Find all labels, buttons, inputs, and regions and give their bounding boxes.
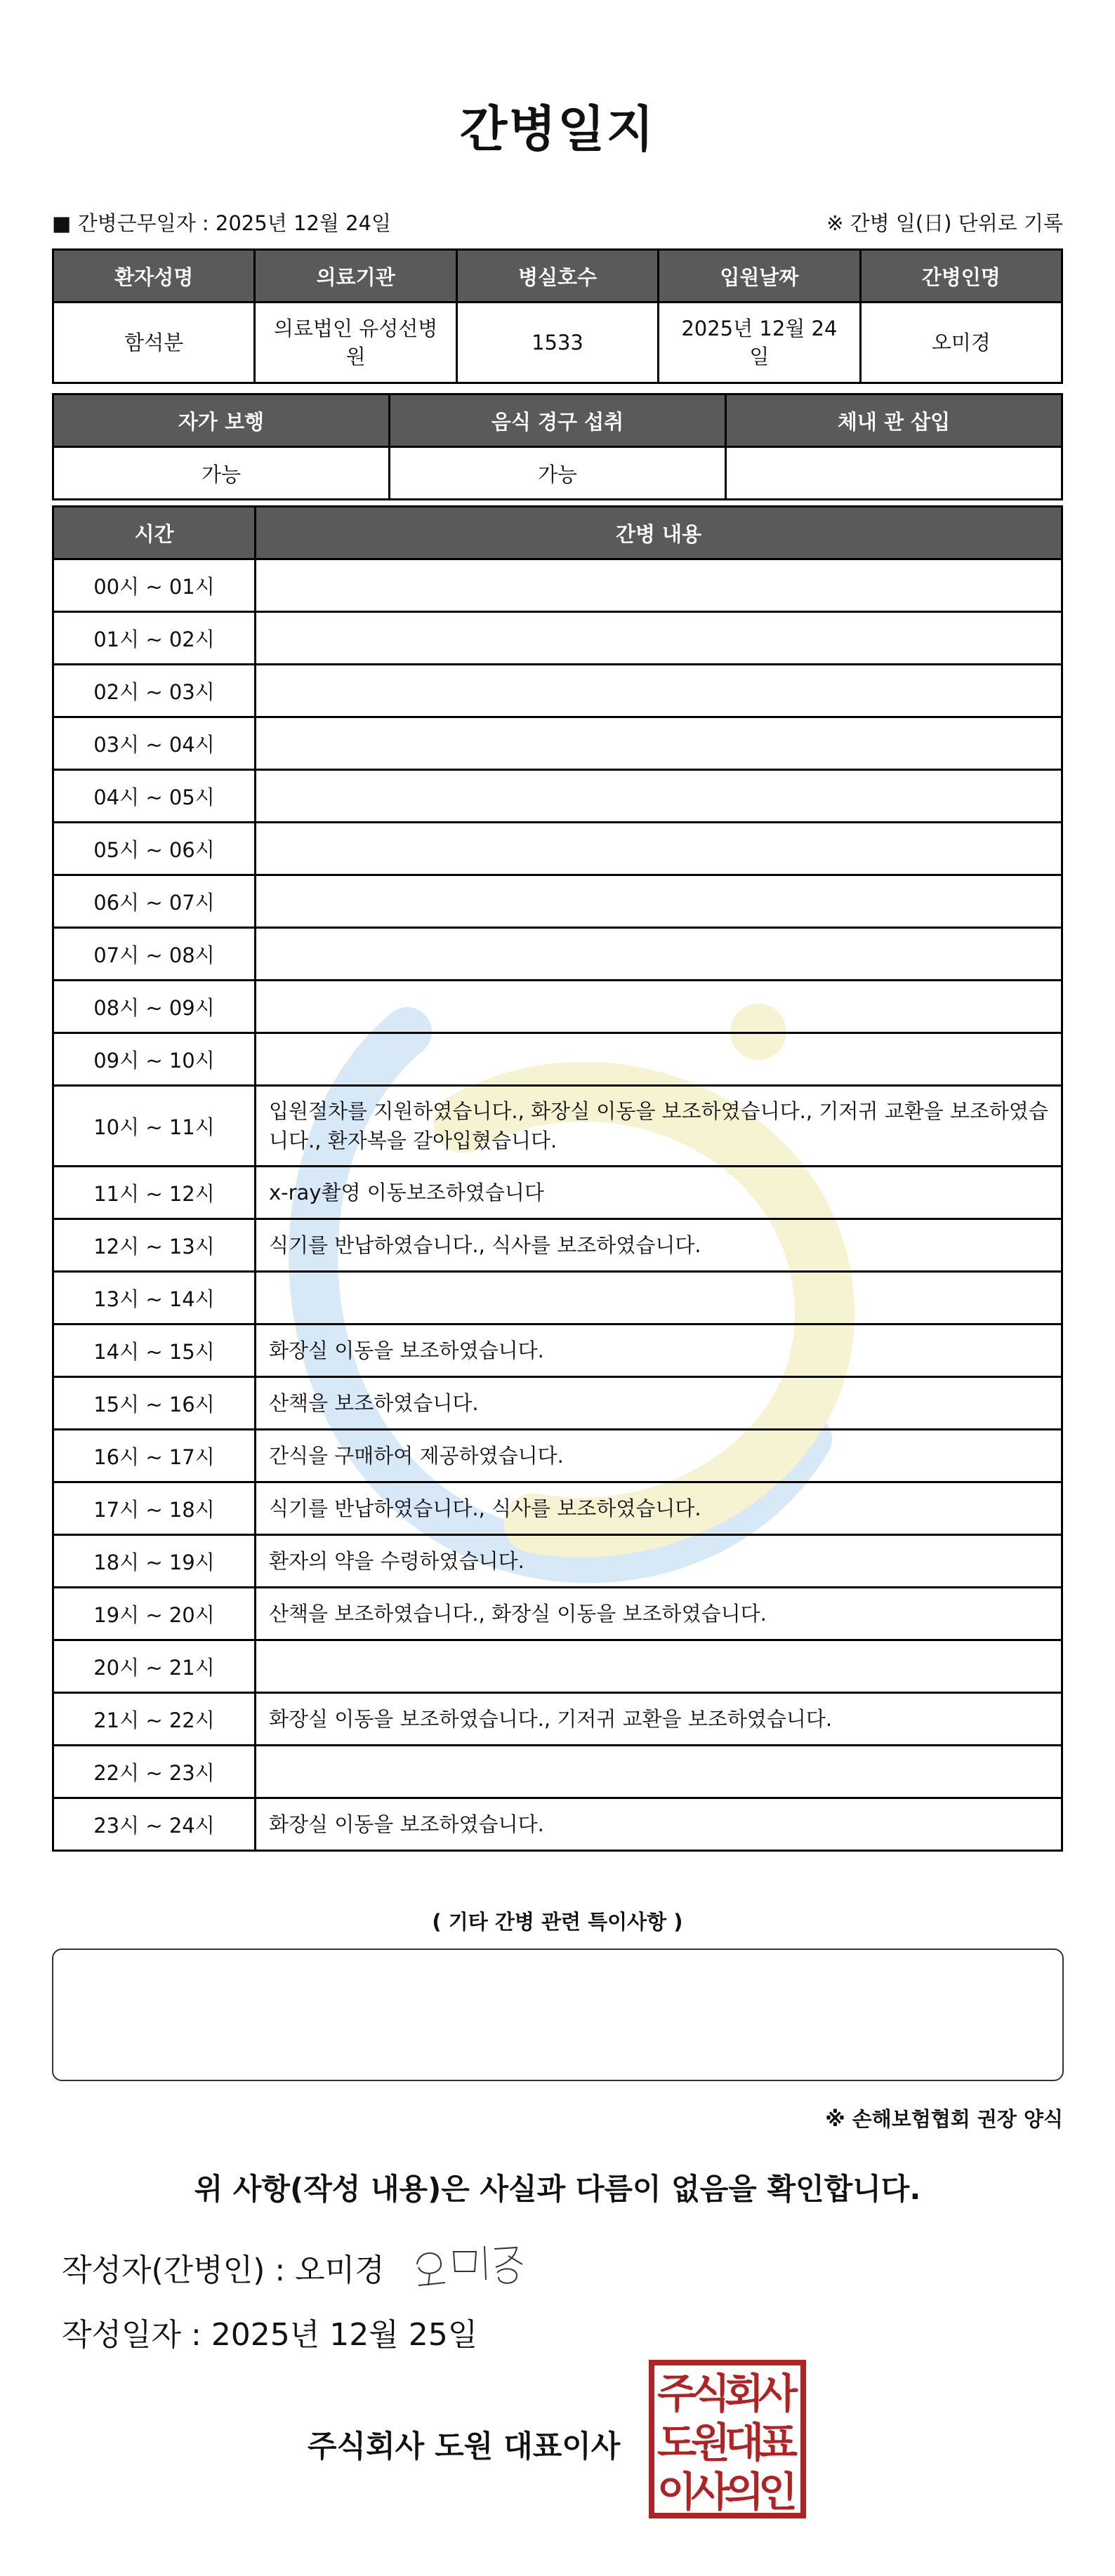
svg-text:대: 대: [724, 2419, 765, 2467]
patient-info-table: [52, 248, 1063, 384]
log-content: 화장실 이동을 보조하였습니다.: [256, 1798, 1062, 1851]
tube-insertion-value: [726, 447, 1062, 500]
svg-text:식: 식: [690, 2370, 731, 2417]
log-time: 23시 ~ 24시: [53, 1798, 256, 1851]
log-content: 화장실 이동을 보조하였습니다., 기저귀 교환을 보조하였습니다.: [256, 1693, 1062, 1746]
log-row: [53, 1588, 1062, 1640]
svg-text:원: 원: [690, 2419, 731, 2467]
writer-line: [62, 2245, 385, 2290]
log-row: [53, 1693, 1062, 1746]
patient-name: 함석분: [53, 303, 255, 383]
svg-text:사: 사: [690, 2468, 731, 2516]
company-signature: 주식회사 도원 대표이사: [308, 2429, 621, 2464]
log-time: 18시 ~ 19시: [53, 1535, 256, 1588]
header-care-content: 간병 내용: [256, 507, 1062, 559]
log-time: 11시 ~ 12시: [53, 1167, 256, 1219]
log-content: 간식을 구매하여 제공하였습니다.: [256, 1430, 1062, 1482]
log-content: [256, 875, 1062, 928]
log-time: 08시 ~ 09시: [53, 981, 256, 1033]
log-row: [53, 1640, 1062, 1693]
log-row: [53, 1798, 1062, 1851]
log-row: [53, 928, 1062, 981]
log-content: [256, 1272, 1062, 1324]
log-row: [53, 1746, 1062, 1798]
log-time: 13시 ~ 14시: [53, 1272, 256, 1324]
log-row: [53, 1167, 1062, 1219]
log-row: [53, 823, 1062, 875]
log-row: [53, 981, 1062, 1033]
special-notes-title: ( 기타 간병 관련 특이사항 ): [432, 1910, 683, 1934]
form-note: ※ 손해보험협회 권장 양식: [825, 2107, 1063, 2131]
write-date: 작성일자 : 2025년 12월 25일: [62, 2317, 478, 2353]
oral-intake-value: 가능: [390, 447, 726, 500]
svg-text:주: 주: [657, 2370, 697, 2417]
self-walking-value: 가능: [53, 447, 390, 500]
log-time: 14시 ~ 15시: [53, 1324, 256, 1377]
header-caregiver: 간병인명: [860, 250, 1062, 303]
log-content: 식기를 반납하였습니다., 식사를 보조하였습니다.: [256, 1482, 1062, 1535]
log-time: 17시 ~ 18시: [53, 1482, 256, 1535]
header-hospital: 의료기관: [255, 250, 456, 303]
log-row: [53, 612, 1062, 665]
log-row: [53, 559, 1062, 612]
care-log-table: [52, 505, 1063, 1852]
log-content: [256, 1033, 1062, 1086]
svg-text:이: 이: [657, 2468, 697, 2516]
log-content: [256, 981, 1062, 1033]
log-content: [256, 612, 1062, 665]
log-time: 19시 ~ 20시: [53, 1588, 256, 1640]
log-row: [53, 1219, 1062, 1272]
log-time: 20시 ~ 21시: [53, 1640, 256, 1693]
header-room: 병실호수: [456, 250, 658, 303]
log-content: 산책을 보조하였습니다., 화장실 이동을 보조하였습니다.: [256, 1588, 1062, 1640]
log-time: 22시 ~ 23시: [53, 1746, 256, 1798]
log-time: 03시 ~ 04시: [53, 717, 256, 770]
svg-text:인: 인: [758, 2468, 798, 2516]
log-row: [53, 1482, 1062, 1535]
log-time: 15시 ~ 16시: [53, 1377, 256, 1430]
writer-label: 작성자(간병인) : 오미경: [62, 2252, 385, 2288]
svg-text:회: 회: [724, 2370, 765, 2417]
log-content: [256, 1746, 1062, 1798]
confirmation-statement: 위 사항(작성 내용)은 사실과 다름이 없음을 확인합니다.: [194, 2172, 921, 2206]
svg-text:사: 사: [758, 2370, 798, 2417]
log-content: [256, 770, 1062, 823]
log-content: 환자의 약을 수령하였습니다.: [256, 1535, 1062, 1588]
log-time: 01시 ~ 02시: [53, 612, 256, 665]
log-row: [53, 1430, 1062, 1482]
log-content: [256, 1640, 1062, 1693]
signature-image: [411, 2236, 531, 2292]
room-number: 1533: [456, 303, 658, 383]
log-content: [256, 928, 1062, 981]
special-notes-box: [52, 1948, 1064, 2081]
log-content: [256, 665, 1062, 717]
log-time: 21시 ~ 22시: [53, 1693, 256, 1746]
log-time: 00시 ~ 01시: [53, 559, 256, 612]
hospital-name: 의료법인 유성선병원: [255, 303, 456, 383]
document-title: 간병일지: [459, 100, 656, 158]
log-time: 02시 ~ 03시: [53, 665, 256, 717]
log-row: [53, 1272, 1062, 1324]
log-content: x-ray촬영 이동보조하였습니다: [256, 1167, 1062, 1219]
log-row: [53, 717, 1062, 770]
log-row: [53, 1377, 1062, 1430]
header-patient-name: 환자성명: [53, 250, 255, 303]
log-content: [256, 823, 1062, 875]
log-content: 산책을 보조하였습니다.: [256, 1377, 1062, 1430]
log-row: [53, 770, 1062, 823]
log-time: 04시 ~ 05시: [53, 770, 256, 823]
log-content: 식기를 반납하였습니다., 식사를 보조하였습니다.: [256, 1219, 1062, 1272]
log-content: 화장실 이동을 보조하였습니다.: [256, 1324, 1062, 1377]
log-time: 06시 ~ 07시: [53, 875, 256, 928]
log-time: 05시 ~ 06시: [53, 823, 256, 875]
admission-date: 2025년 12월 24일: [659, 303, 860, 383]
header-time: 시간: [53, 507, 256, 559]
log-time: 12시 ~ 13시: [53, 1219, 256, 1272]
log-row: [53, 1086, 1062, 1167]
log-content: [256, 717, 1062, 770]
header-admission-date: 입원날짜: [659, 250, 860, 303]
log-time: 10시 ~ 11시: [53, 1086, 256, 1167]
patient-status-table: [52, 393, 1063, 500]
log-time: 07시 ~ 08시: [53, 928, 256, 981]
header-self-walking: 자가 보행: [53, 394, 390, 447]
log-row: [53, 665, 1062, 717]
log-time: 16시 ~ 17시: [53, 1430, 256, 1482]
svg-text:표: 표: [758, 2419, 798, 2467]
log-content: 입원절차를 지원하였습니다., 화장실 이동을 보조하였습니다., 기저귀 교환을 보조하였습니다., 환자복을 갈아입혔습니다.: [256, 1086, 1062, 1167]
company-seal: [649, 2360, 806, 2518]
log-content: [256, 559, 1062, 612]
log-row: [53, 1324, 1062, 1377]
work-date: ■ 간병근무일자 : 2025년 12월 24일: [52, 211, 391, 235]
unit-note: ※ 간병 일(日) 단위로 기록: [826, 211, 1063, 235]
log-time: 09시 ~ 10시: [53, 1033, 256, 1086]
log-row: [53, 1033, 1062, 1086]
svg-text:의: 의: [724, 2468, 765, 2516]
log-row: [53, 1535, 1062, 1588]
meta-row: [52, 208, 1063, 236]
svg-text:도: 도: [657, 2419, 697, 2467]
caregiver-name: 오미경: [860, 303, 1062, 383]
log-row: [53, 875, 1062, 928]
header-oral-intake: 음식 경구 섭취: [390, 394, 726, 447]
header-tube-insertion: 체내 관 삽입: [726, 394, 1062, 447]
